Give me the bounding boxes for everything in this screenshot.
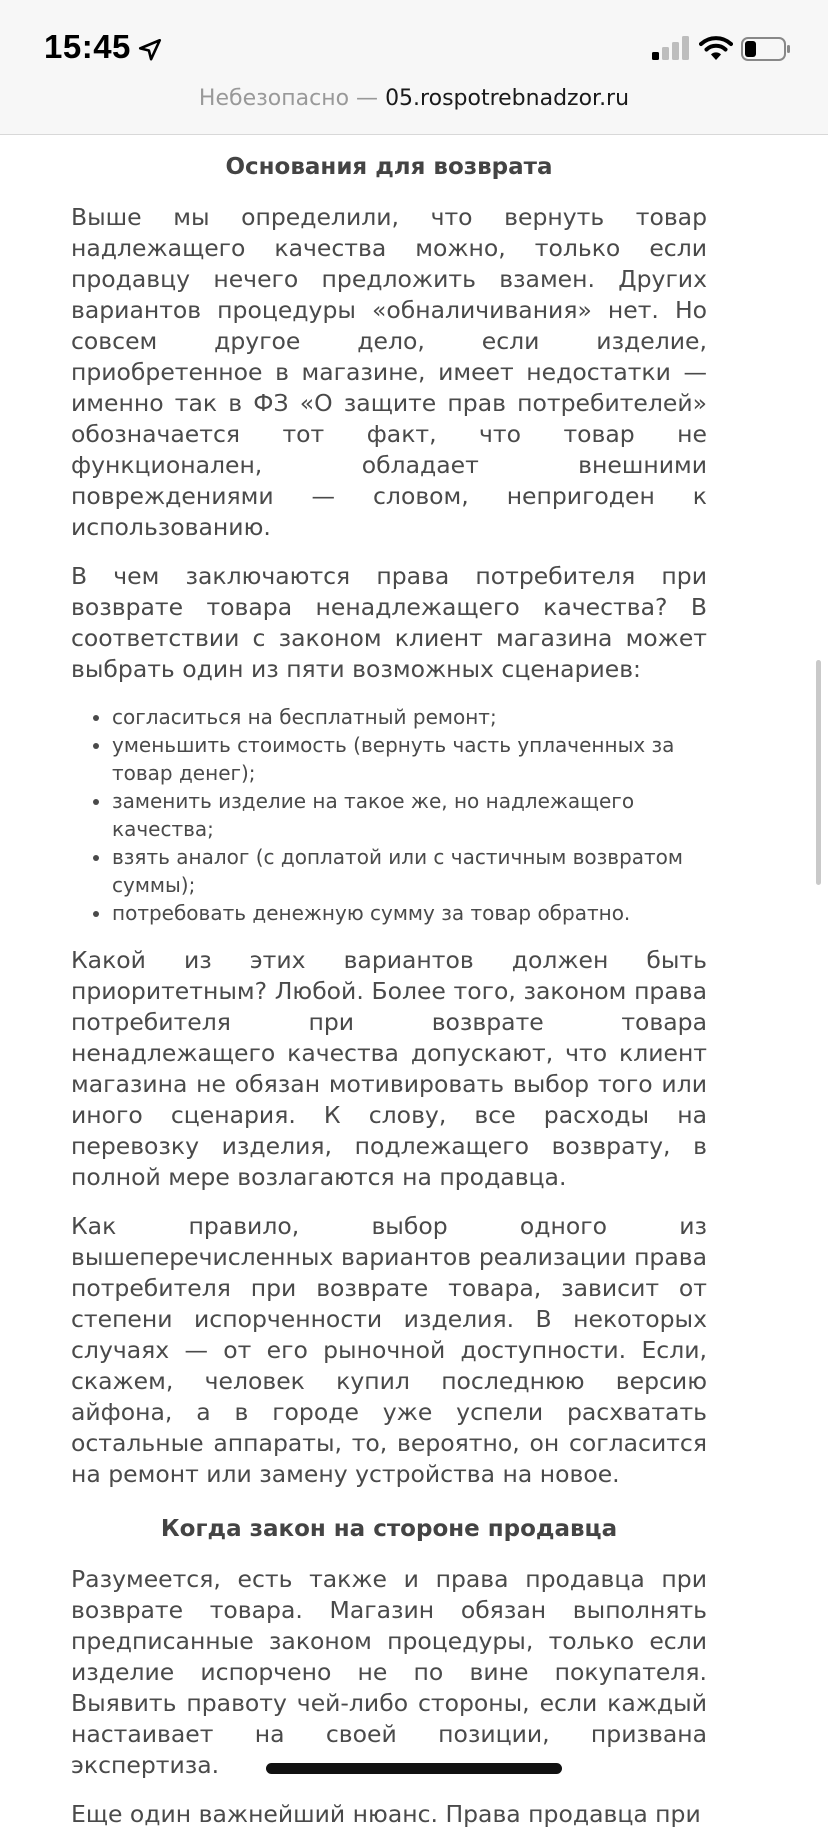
article-paragraph: Выше мы определили, что вернуть товар надлежащего качества можно, только если продавцу нечего предложить взамен. Других вариантов процедуры «обналичивания» нет. Но совсем другое дело, если изделие, приобретенное в магазине, имеет недостатки — именно так в ФЗ «О защите прав потребителей» обозначается тот факт, что товар не функционален, обладает внешними повреждениями — словом, непригоден к использованию. [71, 203, 707, 541]
security-warning: Небезопасно — [198, 86, 386, 111]
list-item: • уменьшить стоимость (вернуть часть уплаченных за товар денег); [112, 731, 707, 787]
location-arrow-icon [137, 37, 163, 63]
section-heading-seller-side: Когда закон на стороне продавца [160, 1516, 618, 1542]
list-item: • согласиться на бесплатный ремонт; [112, 703, 707, 731]
address-bar-url[interactable] [0, 86, 828, 111]
list-item: • потребовать денежную сумму за товар обратно. [112, 899, 707, 927]
home-indicator[interactable] [266, 1763, 562, 1774]
list-item: • взять аналог (с доплатой или с частичным возвратом суммы); [112, 843, 707, 899]
scrollbar[interactable] [816, 660, 821, 885]
article-paragraph: Какой из этих вариантов должен быть приоритетным? Любой. Более того, законом права потребителя при возврате товара ненадлежащего качества допускают, что клиент магазина не обязан мотивировать выбор того или иного сценария. К слову, все расходы на перевозку изделия, подлежащего возврату, в полной мере возлагаются на продавца. [71, 946, 707, 1191]
article-paragraph-partial: Еще один важнейший нюанс. Права продавца при [71, 1800, 701, 1828]
list-item: • заменить изделие на такое же, но надлежащего качества; [112, 787, 707, 843]
section-heading-return-grounds: Основания для возврата [225, 154, 553, 180]
scenario-list [71, 703, 707, 927]
status-time: 15:45 [44, 28, 131, 65]
battery-icon [741, 37, 791, 61]
article-paragraph: Разумеется, есть также и права продавца при возврате товара. Магазин обязан выполнять предписанные законом процедуры, только если изделие испорчено не по вине покупателя. Выявить правоту чей-либо стороны, если каждый настаивает на своей позиции, призвана экспертиза. [71, 1565, 707, 1779]
site-domain: 05.rospotrebnadzor.ru [385, 86, 630, 111]
article-paragraph: В чем заключаются права потребителя при возврате товара ненадлежащего качества? В соответствии с законом клиент магазина может выбрать один из пяти возможных сценариев: [71, 562, 707, 683]
article-content [71, 134, 707, 1830]
wifi-icon [699, 35, 733, 61]
article-paragraph: Как правило, выбор одного из вышеперечисленных вариантов реализации права потребителя при возврате товара, зависит от степени испорченности изделия. В некоторых случаях — от его рыночной доступности. Если, скажем, человек купил последнюю версию айфона, а в городе уже успели расхватать остальные аппараты, то, вероятно, он согласится на ремонт или замену устройства на новое. [71, 1212, 707, 1488]
cellular-signal-icon [652, 36, 692, 60]
status-and-address-bar [0, 0, 828, 135]
